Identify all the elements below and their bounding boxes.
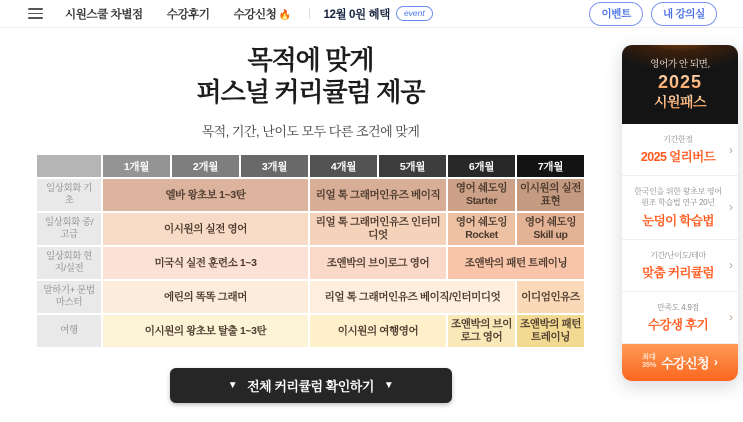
nav-item-3[interactable]: 수강신청 🔥 [233, 8, 291, 21]
sidebar-enroll-label: 수강신청 [661, 355, 709, 371]
sidebar-item-3[interactable] [622, 240, 738, 292]
page-subtitle: 목적, 기간, 난이도 모두 다른 조건에 맞게 [201, 124, 420, 140]
promo-label: 12월 0원 혜택 [323, 8, 390, 21]
discount-badge-top: 최대 [642, 354, 656, 362]
sidebar-item-title: 수강생 후기 [647, 317, 709, 332]
page-title-line2: 퍼스널 커리큘럼 제공 [196, 77, 425, 107]
row-label-5: 여행 [37, 315, 101, 347]
column-header-6: 6개월 [448, 155, 515, 177]
curriculum-cell: 조앤박의 브이로그 영어 [310, 247, 446, 279]
chevron-right-icon: › [729, 310, 733, 325]
chevron-right-icon: › [729, 258, 733, 273]
event-badge: event [396, 6, 433, 21]
sidebar-item-eyebrow: 만족도 4.9점 [657, 302, 699, 312]
flame-icon: 🔥 [278, 9, 291, 21]
sidebar-item-title: 맞춤 커리큘럼 [642, 265, 714, 280]
events-button[interactable]: 이벤트 [589, 2, 643, 26]
table-row [37, 315, 584, 347]
curriculum-cell: 리얼 톡 그래머인유즈 베이직/인터미디엇 [310, 281, 515, 313]
sidebar-items [622, 124, 738, 344]
table-row [37, 179, 584, 211]
chevron-right-icon: › [729, 142, 733, 157]
nav-item-2[interactable]: 수강후기 [166, 8, 210, 21]
nav-menu [65, 6, 291, 22]
curriculum-cell: 이시원의 왕초보 탈출 1~3탄 [103, 315, 308, 347]
nav-promo-link[interactable] [324, 6, 433, 22]
curriculum-cell: 엘바 왕초보 1~3탄 [103, 179, 308, 211]
sidebar-item-title: 눈덩이 학습법 [642, 213, 714, 228]
curriculum-cell: 리얼 톡 그래머인유즈 베이직 [310, 179, 446, 211]
sidebar-item-4[interactable] [622, 292, 738, 344]
curriculum-cell: 영어 쉐도잉 Rocket [448, 213, 515, 245]
curriculum-cell: 영어 쉐도잉 Skill up [517, 213, 584, 245]
curriculum-cell: 이디엄인유즈 [517, 281, 584, 313]
column-header-1: 1개월 [103, 155, 170, 177]
column-header-5: 5개월 [379, 155, 446, 177]
nav-item-1[interactable]: 시원스쿨 차별점 [65, 8, 143, 21]
discount-badge-value: 35% [642, 362, 657, 370]
main-content [35, 28, 586, 403]
table-row [37, 213, 584, 245]
down-arrow-icon: ▼ [383, 380, 394, 392]
view-full-curriculum-label: 전체 커리큘럼 확인하기 [247, 379, 374, 395]
sidebar-hero-banner [622, 45, 738, 124]
column-header-3: 3개월 [241, 155, 308, 177]
my-classroom-button[interactable]: 내 강의실 [651, 2, 717, 26]
promo-sidebar-card [622, 45, 738, 381]
sidebar-item-2[interactable] [622, 176, 738, 239]
discount-badge [642, 354, 656, 370]
curriculum-cell: 영어 쉐도잉 Starter [448, 179, 515, 211]
curriculum-cell: 리얼 톡 그래머인유즈 인터미디엇 [310, 213, 446, 245]
down-arrow-icon: ▼ [227, 380, 238, 392]
nav-actions [589, 2, 717, 26]
sidebar-item-eyebrow: 기간한정 [663, 135, 693, 144]
top-navbar [0, 0, 743, 28]
row-label-4: 말하기+ 문법마스터 [37, 281, 101, 313]
curriculum-table [35, 153, 586, 349]
sidebar-hero-tagline: 영어가 안 되면, [650, 59, 710, 70]
curriculum-cell: 이시원의 여행영어 [310, 315, 446, 347]
page-title [35, 45, 586, 108]
table-row [37, 247, 584, 279]
page-title-line1: 목적에 맞게 [247, 46, 374, 75]
sidebar-enroll-button[interactable] [622, 344, 738, 381]
sidebar-item-eyebrow: 한국인을 위한 왕초보 영어 원조 학습법 연구 20년 [634, 187, 722, 208]
row-label-2: 일상회화 중/고급 [37, 213, 101, 245]
sidebar-item-title: 2025 얼리버드 [640, 150, 716, 165]
view-full-curriculum-button[interactable] [170, 368, 452, 403]
column-header-7: 7개월 [517, 155, 584, 177]
row-label-1: 일상회화 기초 [37, 179, 101, 211]
table-row [37, 281, 584, 313]
curriculum-cell: 미국식 실전 훈련소 1~3 [103, 247, 308, 279]
hamburger-menu-icon[interactable] [28, 8, 43, 19]
curriculum-cell: 이시원의 실전 표현 [517, 179, 584, 211]
chevron-right-icon: › [729, 200, 733, 215]
curriculum-cell: 조앤박의 패턴 트레이닝 [517, 315, 584, 347]
sidebar-hero-brand: 시원패스 [628, 92, 732, 112]
curriculum-cell: 이시원의 실전 영어 [103, 213, 308, 245]
sidebar-hero-year: 2025 [628, 72, 732, 93]
chevron-right-icon: › [713, 355, 718, 370]
row-label-3: 일상회화 현지/실전 [37, 247, 101, 279]
nav-divider [309, 8, 310, 19]
sidebar-item-1[interactable] [622, 124, 738, 176]
curriculum-cell: 조앤박의 패턴 트레이닝 [448, 247, 584, 279]
curriculum-cell: 에린의 똑똑 그래머 [103, 281, 308, 313]
sidebar-item-eyebrow: 기간/난이도/테마 [650, 250, 706, 260]
table-corner-cell [37, 155, 101, 177]
hero-section [35, 45, 586, 140]
column-header-2: 2개월 [172, 155, 239, 177]
column-header-4: 4개월 [310, 155, 377, 177]
curriculum-cell: 조앤박의 브이로그 영어 [448, 315, 515, 347]
